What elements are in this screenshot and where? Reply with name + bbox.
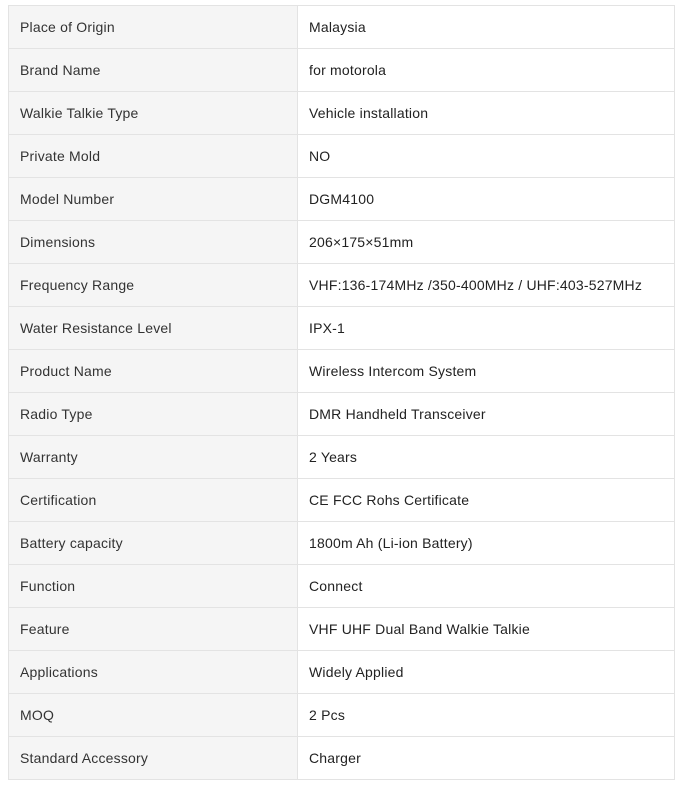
table-row bbox=[9, 221, 675, 264]
spec-value: DGM4100 bbox=[298, 178, 675, 221]
spec-value: DMR Handheld Transceiver bbox=[298, 393, 675, 436]
spec-key: Feature bbox=[9, 608, 298, 651]
spec-value: Wireless Intercom System bbox=[298, 350, 675, 393]
spec-key: Brand Name bbox=[9, 49, 298, 92]
spec-value: 1800m Ah (Li-ion Battery) bbox=[298, 522, 675, 565]
spec-key: Frequency Range bbox=[9, 264, 298, 307]
spec-value: NO bbox=[298, 135, 675, 178]
table-row bbox=[9, 565, 675, 608]
spec-table bbox=[8, 5, 675, 780]
spec-key: Radio Type bbox=[9, 393, 298, 436]
table-row bbox=[9, 608, 675, 651]
spec-key: MOQ bbox=[9, 694, 298, 737]
spec-value: for motorola bbox=[298, 49, 675, 92]
spec-key: Certification bbox=[9, 479, 298, 522]
table-row bbox=[9, 737, 675, 780]
spec-key: Private Mold bbox=[9, 135, 298, 178]
spec-key: Applications bbox=[9, 651, 298, 694]
table-row bbox=[9, 178, 675, 221]
spec-key: Warranty bbox=[9, 436, 298, 479]
spec-value: Vehicle installation bbox=[298, 92, 675, 135]
table-row bbox=[9, 307, 675, 350]
spec-value: Connect bbox=[298, 565, 675, 608]
spec-value: IPX-1 bbox=[298, 307, 675, 350]
spec-table-body bbox=[9, 6, 675, 780]
spec-key: Water Resistance Level bbox=[9, 307, 298, 350]
table-row bbox=[9, 6, 675, 49]
spec-value: Malaysia bbox=[298, 6, 675, 49]
spec-key: Walkie Talkie Type bbox=[9, 92, 298, 135]
spec-key: Function bbox=[9, 565, 298, 608]
table-row bbox=[9, 49, 675, 92]
table-row bbox=[9, 264, 675, 307]
spec-key: Product Name bbox=[9, 350, 298, 393]
table-row bbox=[9, 522, 675, 565]
table-row bbox=[9, 651, 675, 694]
spec-key: Place of Origin bbox=[9, 6, 298, 49]
spec-key: Standard Accessory bbox=[9, 737, 298, 780]
table-row bbox=[9, 135, 675, 178]
spec-value: Widely Applied bbox=[298, 651, 675, 694]
table-row bbox=[9, 436, 675, 479]
spec-value: Charger bbox=[298, 737, 675, 780]
spec-value: VHF UHF Dual Band Walkie Talkie bbox=[298, 608, 675, 651]
spec-key: Dimensions bbox=[9, 221, 298, 264]
spec-value: 206×175×51mm bbox=[298, 221, 675, 264]
table-row bbox=[9, 350, 675, 393]
spec-key: Battery capacity bbox=[9, 522, 298, 565]
spec-key: Model Number bbox=[9, 178, 298, 221]
spec-value: CE FCC Rohs Certificate bbox=[298, 479, 675, 522]
table-row bbox=[9, 393, 675, 436]
spec-value: 2 Years bbox=[298, 436, 675, 479]
spec-value: VHF:136-174MHz /350-400MHz / UHF:403-527MHz bbox=[298, 264, 675, 307]
table-row bbox=[9, 92, 675, 135]
table-row bbox=[9, 479, 675, 522]
spec-value: 2 Pcs bbox=[298, 694, 675, 737]
table-row bbox=[9, 694, 675, 737]
